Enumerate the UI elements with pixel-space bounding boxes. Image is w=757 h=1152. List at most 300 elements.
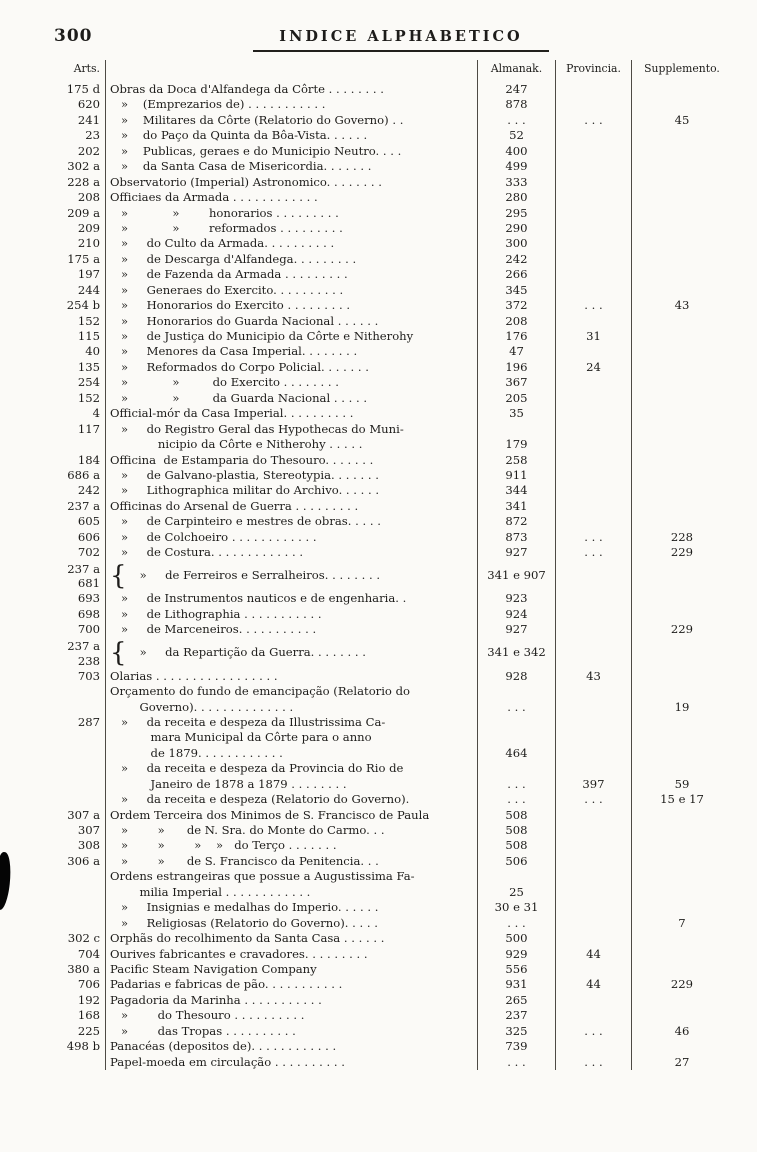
supplemento-cell: 59 bbox=[674, 776, 690, 791]
entry-text: » Publicas, geraes e do Municipio Neutro. . . . bbox=[110, 143, 402, 158]
arts-cell bbox=[52, 761, 106, 776]
entry-text: » (Emprezarios de) . . . . . . . . . . . bbox=[110, 97, 326, 112]
supplemento-cell: 27 bbox=[674, 1054, 690, 1069]
supplemento-cell bbox=[632, 360, 732, 375]
provincia-cell bbox=[556, 1008, 632, 1023]
almanak-cell: 52 bbox=[478, 128, 556, 143]
table-row bbox=[52, 375, 736, 390]
almanak-cell: 196 bbox=[478, 360, 556, 375]
entry-cell bbox=[106, 128, 478, 143]
almanak-cell: 341 bbox=[478, 499, 556, 514]
almanak-cell bbox=[478, 761, 556, 776]
supplemento-cell bbox=[632, 128, 732, 143]
provincia-cell bbox=[556, 931, 632, 946]
table-row bbox=[52, 530, 736, 545]
table-row bbox=[52, 746, 736, 761]
table-row bbox=[52, 916, 736, 931]
entry-cell bbox=[106, 514, 478, 529]
supplemento-cell bbox=[632, 252, 732, 267]
arts-cell: 287 bbox=[52, 715, 106, 730]
entry-cell bbox=[106, 283, 478, 298]
table-row bbox=[52, 236, 736, 251]
entry-text: » de Descarga d'Alfandega. . . . . . . . . bbox=[110, 251, 357, 266]
provincia-cell bbox=[556, 128, 632, 143]
table-row bbox=[52, 144, 736, 159]
table-row bbox=[52, 885, 736, 900]
page-number: 300 bbox=[54, 26, 93, 46]
supplemento-cell bbox=[632, 483, 732, 498]
almanak-cell: 25 bbox=[478, 885, 556, 900]
supplemento-cell bbox=[632, 422, 732, 437]
provincia-cell bbox=[556, 144, 632, 159]
entry-cell bbox=[106, 792, 478, 807]
entry-cell bbox=[106, 267, 478, 282]
almanak-cell: . . . bbox=[478, 700, 556, 715]
entry-text: » » de N. Sra. do Monte do Carmo. . . bbox=[110, 823, 385, 838]
provincia-cell bbox=[556, 406, 632, 421]
almanak-cell: 928 bbox=[478, 669, 556, 684]
almanak-cell: 247 bbox=[478, 82, 556, 97]
entry-cell bbox=[106, 977, 478, 992]
arts-cell: 302 a bbox=[52, 159, 106, 174]
provincia-cell bbox=[556, 221, 632, 236]
almanak-cell: 333 bbox=[478, 175, 556, 190]
table-row bbox=[52, 159, 736, 174]
provincia-cell bbox=[556, 746, 632, 761]
entry-text: Orphãs do recolhimento da Santa Casa . . . . . . bbox=[110, 931, 385, 946]
entry-text: Padarias e fabricas de pão. . . . . . . . . . . bbox=[110, 977, 343, 992]
provincia-cell bbox=[556, 483, 632, 498]
entry-cell bbox=[106, 545, 478, 560]
table-row bbox=[52, 1055, 736, 1070]
arts-cell: 380 a bbox=[52, 962, 106, 977]
table-row bbox=[52, 1008, 736, 1023]
provincia-cell bbox=[556, 453, 632, 468]
almanak-cell: 929 bbox=[478, 947, 556, 962]
entry-text: de 1879. . . . . . . . . . . . bbox=[110, 745, 283, 760]
table-row bbox=[52, 314, 736, 329]
arts-cell: 703 bbox=[52, 669, 106, 684]
almanak-cell bbox=[478, 715, 556, 730]
entry-text: » Militares da Côrte (Relatorio do Governo) . . bbox=[110, 112, 404, 127]
provincia-cell bbox=[556, 638, 632, 669]
entry-text: » Menores da Casa Imperial. . . . . . . . bbox=[110, 344, 358, 359]
arts-cell: 152 bbox=[52, 314, 106, 329]
table-row bbox=[52, 977, 736, 992]
arts-cell: 307 bbox=[52, 823, 106, 838]
table-row bbox=[52, 931, 736, 946]
entry-cell bbox=[106, 144, 478, 159]
table-row bbox=[52, 298, 736, 313]
almanak-cell: . . . bbox=[478, 792, 556, 807]
provincia-cell bbox=[556, 82, 632, 97]
arts-cell bbox=[52, 900, 106, 915]
almanak-cell bbox=[478, 730, 556, 745]
arts-cell: 241 bbox=[52, 113, 106, 128]
table-row bbox=[52, 947, 736, 962]
entry-text: » Honorarios do Guarda Nacional . . . . . . bbox=[110, 313, 379, 328]
supplemento-cell bbox=[632, 761, 732, 776]
supplemento-cell bbox=[632, 854, 732, 869]
entry-cell bbox=[106, 1008, 478, 1023]
entry-text: Ordem Terceira dos Minimos de S. Francisco de Paula bbox=[110, 807, 430, 822]
arts-cell: 704 bbox=[52, 947, 106, 962]
entry-text: » da receita e despeza da Provincia do Rio de bbox=[110, 761, 404, 776]
entry-text: » de Colchoeiro . . . . . . . . . . . . bbox=[110, 529, 317, 544]
almanak-cell: 400 bbox=[478, 144, 556, 159]
supplemento-cell bbox=[632, 900, 732, 915]
supplemento-cell bbox=[632, 746, 732, 761]
arts-cell: 706 bbox=[52, 977, 106, 992]
table-row bbox=[52, 206, 736, 221]
provincia-cell bbox=[556, 437, 632, 452]
table-row bbox=[52, 545, 736, 560]
almanak-cell: 873 bbox=[478, 530, 556, 545]
entry-cell bbox=[106, 530, 478, 545]
entry-text: Officina de Estamparia do Thesouro. . . . . . . bbox=[110, 452, 374, 467]
table-row bbox=[52, 267, 736, 282]
almanak-cell: 931 bbox=[478, 977, 556, 992]
table-row bbox=[52, 344, 736, 359]
entry-text: » de Marceneiros. . . . . . . . . . . bbox=[110, 622, 317, 637]
almanak-cell: 556 bbox=[478, 962, 556, 977]
entry-text: Pagadoria da Marinha . . . . . . . . . . . bbox=[110, 992, 322, 1007]
supplemento-cell: 229 bbox=[670, 622, 694, 637]
provincia-cell bbox=[556, 715, 632, 730]
arts-cell: 192 bbox=[52, 993, 106, 1008]
almanak-cell: 464 bbox=[478, 746, 556, 761]
entry-text: » do Registro Geral das Hypothecas do Muni- bbox=[110, 421, 404, 436]
arts-cell: 209 bbox=[52, 221, 106, 236]
entry-cell bbox=[106, 746, 478, 761]
provincia-cell bbox=[556, 808, 632, 823]
header-entry bbox=[106, 60, 478, 82]
entry-text: Janeiro de 1878 a 1879 . . . . . . . . bbox=[110, 776, 347, 791]
arts-cell: 242 bbox=[52, 483, 106, 498]
arts-cell: 254 b bbox=[52, 298, 106, 313]
entry-cell bbox=[106, 406, 478, 421]
arts-cell: 152 bbox=[52, 391, 106, 406]
provincia-cell bbox=[556, 97, 632, 112]
arts-cell: 306 a bbox=[52, 854, 106, 869]
entry-cell bbox=[106, 252, 478, 267]
entry-text: » das Tropas . . . . . . . . . . bbox=[110, 1023, 296, 1038]
arts-cell: 302 c bbox=[52, 931, 106, 946]
supplemento-cell: 19 bbox=[674, 699, 690, 714]
supplemento-cell bbox=[632, 715, 732, 730]
provincia-cell bbox=[556, 561, 632, 592]
supplemento-cell bbox=[632, 283, 732, 298]
brace-glyph: { bbox=[110, 638, 127, 669]
supplemento-cell bbox=[632, 947, 732, 962]
table-row bbox=[52, 175, 736, 190]
table-row bbox=[52, 283, 736, 298]
almanak-cell: 924 bbox=[478, 607, 556, 622]
provincia-cell bbox=[556, 236, 632, 251]
supplemento-cell bbox=[632, 329, 732, 344]
provincia-cell bbox=[556, 823, 632, 838]
provincia-cell bbox=[556, 206, 632, 221]
almanak-cell: 739 bbox=[478, 1039, 556, 1054]
arts-cell: 209 a bbox=[52, 206, 106, 221]
entry-cell bbox=[106, 947, 478, 962]
provincia-cell bbox=[556, 159, 632, 174]
provincia-cell bbox=[556, 700, 632, 715]
entry-cell bbox=[106, 900, 478, 915]
supplemento-cell: 43 bbox=[674, 298, 690, 313]
provincia-cell bbox=[556, 267, 632, 282]
provincia-cell: . . . bbox=[556, 792, 632, 807]
table-row bbox=[52, 684, 736, 699]
provincia-cell: . . . bbox=[556, 545, 632, 560]
arts-cell: 693 bbox=[52, 591, 106, 606]
provincia-cell: . . . bbox=[556, 298, 632, 313]
entry-cell bbox=[106, 962, 478, 977]
supplemento-cell bbox=[632, 221, 732, 236]
entry-cell bbox=[106, 437, 478, 452]
entry-text: » Honorarios do Exercito . . . . . . . . . bbox=[110, 298, 351, 313]
entry-cell bbox=[106, 1039, 478, 1054]
provincia-cell bbox=[556, 607, 632, 622]
entry-cell bbox=[106, 221, 478, 236]
arts-cell: 686 a bbox=[52, 468, 106, 483]
entry-cell bbox=[106, 622, 478, 637]
almanak-cell: 47 bbox=[478, 344, 556, 359]
entry-text: mara Municipal da Côrte para o anno bbox=[110, 730, 372, 745]
table-row bbox=[52, 993, 736, 1008]
arts-cell: 606 bbox=[52, 530, 106, 545]
entry-text: Obras da Doca d'Alfandega da Côrte . . . . . . . . bbox=[110, 82, 384, 96]
table-row bbox=[52, 437, 736, 452]
almanak-cell: 508 bbox=[478, 808, 556, 823]
supplemento-cell bbox=[632, 159, 732, 174]
arts-cell: 40 bbox=[52, 344, 106, 359]
entry-cell bbox=[106, 838, 478, 853]
entry-cell bbox=[106, 761, 478, 776]
table-row bbox=[52, 406, 736, 421]
entry-text: » de Justiça do Municipio da Côrte e Nitherohy bbox=[110, 329, 414, 343]
header-supplemento: Supplemento. bbox=[644, 62, 720, 75]
arts-cell: 498 b bbox=[52, 1039, 106, 1054]
provincia-cell: . . . bbox=[556, 1024, 632, 1039]
supplemento-cell bbox=[632, 808, 732, 823]
arts-cell bbox=[52, 638, 106, 669]
entry-text: » » do Exercito . . . . . . . . bbox=[110, 375, 339, 390]
almanak-cell: 508 bbox=[478, 823, 556, 838]
entry-cell bbox=[106, 561, 478, 592]
entry-cell bbox=[106, 483, 478, 498]
provincia-cell: 31 bbox=[556, 329, 632, 344]
entry-text: » Reformados do Corpo Policial. . . . . . . bbox=[110, 359, 369, 374]
provincia-cell bbox=[556, 761, 632, 776]
supplemento-cell bbox=[632, 684, 732, 699]
table-row bbox=[52, 483, 736, 498]
arts-cell: 254 bbox=[52, 375, 106, 390]
table-row bbox=[52, 221, 736, 236]
almanak-cell bbox=[478, 684, 556, 699]
table-row bbox=[52, 82, 736, 97]
entry-text: Olarias . . . . . . . . . . . . . . . . . bbox=[110, 668, 278, 683]
table-row bbox=[52, 730, 736, 745]
almanak-cell: 266 bbox=[478, 267, 556, 282]
almanak-cell: 295 bbox=[478, 206, 556, 221]
supplemento-cell bbox=[632, 406, 732, 421]
provincia-cell bbox=[556, 900, 632, 915]
page-title: INDICE ALPHABETICO bbox=[279, 28, 523, 45]
provincia-cell: 43 bbox=[556, 669, 632, 684]
almanak-cell: 35 bbox=[478, 406, 556, 421]
arts-cell: 308 bbox=[52, 838, 106, 853]
entry-text: » Insignias e medalhas do Imperio. . . . . . bbox=[110, 900, 379, 915]
provincia-cell bbox=[556, 993, 632, 1008]
arts-cell bbox=[52, 777, 106, 792]
arts-value: 237 a bbox=[67, 561, 100, 576]
arts-cell: 23 bbox=[52, 128, 106, 143]
entry-cell bbox=[106, 823, 478, 838]
arts-cell: 702 bbox=[52, 545, 106, 560]
header-provincia: Provincia. bbox=[556, 60, 632, 82]
title-rule bbox=[253, 50, 549, 52]
provincia-cell bbox=[556, 730, 632, 745]
almanak-cell: . . . bbox=[478, 916, 556, 931]
supplemento-cell: 229 bbox=[670, 545, 694, 560]
table-row bbox=[52, 468, 736, 483]
entry-cell bbox=[106, 885, 478, 900]
supplemento-cell bbox=[632, 869, 732, 884]
supplemento-cell bbox=[632, 468, 732, 483]
entry-cell bbox=[106, 715, 478, 730]
supplemento-cell bbox=[632, 190, 732, 205]
almanak-cell: 258 bbox=[478, 453, 556, 468]
supplemento-cell bbox=[632, 144, 732, 159]
entry-text: Officiaes da Armada . . . . . . . . . . . . bbox=[110, 190, 318, 205]
entry-text: Official-mór da Casa Imperial. . . . . . . . . . bbox=[110, 406, 354, 421]
table-row bbox=[52, 1024, 736, 1039]
arts-cell: 175 d bbox=[52, 82, 106, 97]
arts-cell: 175 a bbox=[52, 252, 106, 267]
table-row bbox=[52, 777, 736, 792]
arts-cell: 620 bbox=[52, 97, 106, 112]
supplemento-cell: 46 bbox=[674, 1023, 690, 1038]
almanak-cell: 176 bbox=[478, 329, 556, 344]
supplemento-cell bbox=[632, 499, 732, 514]
provincia-cell bbox=[556, 252, 632, 267]
supplemento-cell bbox=[632, 591, 732, 606]
entry-text: Panacéas (depositos de). . . . . . . . . . . . bbox=[110, 1039, 337, 1054]
table-row bbox=[52, 622, 736, 637]
entry-text: milia Imperial . . . . . . . . . . . . bbox=[110, 884, 311, 899]
arts-cell: 135 bbox=[52, 360, 106, 375]
arts-cell: 115 bbox=[52, 329, 106, 344]
table-row bbox=[52, 128, 736, 143]
entry-cell bbox=[106, 730, 478, 745]
arts-cell: 208 bbox=[52, 190, 106, 205]
provincia-cell bbox=[556, 375, 632, 390]
arts-value: 681 bbox=[77, 576, 100, 591]
arts-cell bbox=[52, 746, 106, 761]
supplemento-cell bbox=[632, 962, 732, 977]
table-row bbox=[52, 499, 736, 514]
arts-cell bbox=[52, 561, 106, 592]
table-header-row bbox=[52, 60, 736, 82]
entry-text: Ordens estrangeiras que possue a Augustissima Fa- bbox=[110, 869, 415, 884]
supplemento-cell: 7 bbox=[678, 915, 686, 930]
entry-text: nicipio da Côrte e Nitherohy . . . . . bbox=[110, 437, 363, 452]
almanak-cell: 265 bbox=[478, 993, 556, 1008]
entry-text: » da Santa Casa de Misericordia. . . . . . . bbox=[110, 159, 372, 174]
almanak-cell: 367 bbox=[478, 375, 556, 390]
arts-cell: 210 bbox=[52, 236, 106, 251]
table-row bbox=[52, 715, 736, 730]
table-row bbox=[52, 869, 736, 884]
provincia-cell bbox=[556, 962, 632, 977]
supplemento-cell bbox=[632, 391, 732, 406]
almanak-cell: 300 bbox=[478, 236, 556, 251]
supplemento-cell bbox=[632, 1039, 732, 1054]
entry-text: » da Repartição da Guerra. . . . . . . . bbox=[128, 645, 366, 660]
header-almanak: Almanak. bbox=[478, 60, 556, 82]
almanak-cell bbox=[478, 869, 556, 884]
supplemento-cell: 15 e 17 bbox=[660, 792, 704, 807]
almanak-cell: 927 bbox=[478, 622, 556, 637]
entry-cell bbox=[106, 607, 478, 622]
provincia-cell bbox=[556, 916, 632, 931]
supplemento-cell bbox=[632, 437, 732, 452]
entry-cell bbox=[106, 916, 478, 931]
arts-cell: 4 bbox=[52, 406, 106, 421]
arts-cell: 605 bbox=[52, 514, 106, 529]
entry-cell bbox=[106, 993, 478, 1008]
entry-cell bbox=[106, 700, 478, 715]
entry-text: » de Ferreiros e Serralheiros. . . . . . . . bbox=[128, 568, 381, 583]
almanak-cell: 237 bbox=[478, 1008, 556, 1023]
table-row bbox=[52, 792, 736, 807]
table-row bbox=[52, 97, 736, 112]
supplemento-cell bbox=[632, 561, 732, 592]
supplemento-cell bbox=[632, 931, 732, 946]
table-row bbox=[52, 422, 736, 437]
almanak-cell: . . . bbox=[478, 1055, 556, 1070]
entry-cell bbox=[106, 1055, 478, 1070]
entry-cell bbox=[106, 854, 478, 869]
arts-cell: 168 bbox=[52, 1008, 106, 1023]
table-row bbox=[52, 607, 736, 622]
entry-cell bbox=[106, 869, 478, 884]
supplemento-cell bbox=[632, 375, 732, 390]
provincia-cell bbox=[556, 422, 632, 437]
arts-cell: 184 bbox=[52, 453, 106, 468]
entry-cell bbox=[106, 453, 478, 468]
entry-text: » do Paço da Quinta da Bôa-Vista. . . . . . bbox=[110, 128, 368, 143]
supplemento-cell bbox=[632, 669, 732, 684]
almanak-cell: 372 bbox=[478, 298, 556, 313]
arts-value: 238 bbox=[77, 653, 100, 668]
entry-text: Governo). . . . . . . . . . . . . . bbox=[110, 699, 294, 714]
entry-cell bbox=[106, 638, 478, 669]
supplemento-cell bbox=[632, 175, 732, 190]
almanak-cell: 500 bbox=[478, 931, 556, 946]
entry-text: Observatorio (Imperial) Astronomico. . . . . . . . bbox=[110, 174, 382, 189]
supplemento-cell bbox=[632, 838, 732, 853]
table-row bbox=[52, 638, 736, 669]
brace-glyph: { bbox=[110, 561, 127, 591]
ink-smudge bbox=[0, 851, 13, 910]
entry-cell bbox=[106, 82, 478, 97]
table-row bbox=[52, 453, 736, 468]
table-row bbox=[52, 391, 736, 406]
table-row bbox=[52, 854, 736, 869]
provincia-cell bbox=[556, 391, 632, 406]
